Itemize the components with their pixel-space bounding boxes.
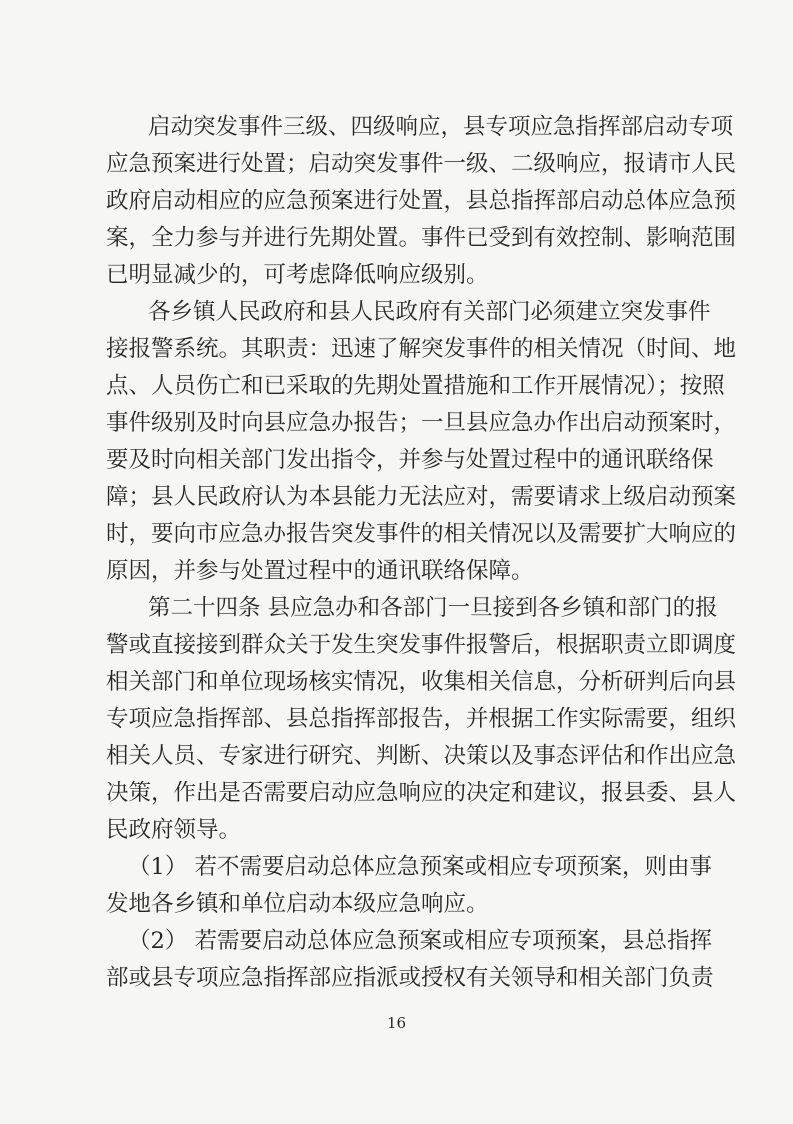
text-line: 已明显减少的，可考虑降低响应级别。 — [106, 262, 489, 288]
paragraph — [106, 590, 737, 849]
document-body — [106, 109, 737, 997]
text-line: 障；县人民政府认为本县能力无法应对，需要请求上级启动预案 — [106, 484, 737, 510]
text-line: 部或县专项应急指挥部应指派或授权有关领导和相关部门负责 — [106, 965, 714, 991]
text-line: 民政府领导。 — [106, 817, 242, 843]
page-number: 16 — [386, 1014, 407, 1032]
text-line: 点、人员伤亡和已采取的先期处置措施和工作开展情况）；按照 — [106, 373, 725, 399]
text-line: 发地各乡镇和单位启动本级应急响应。 — [106, 891, 489, 917]
text-line: 政府启动相应的应急预案进行处置，县总指挥部启动总体应急预 — [106, 188, 737, 214]
text-line: 专项应急指挥部、县总指挥部报告，并根据工作实际需要，组织 — [106, 706, 737, 732]
text-line: 案，全力参与并进行先期处置。事件已受到有效控制、影响范围 — [106, 225, 737, 251]
text-line: 第二十四条 县应急办和各部门一旦接到各乡镇和部门的报 — [148, 595, 718, 621]
paragraph — [106, 923, 714, 997]
text-line: 相关人员、专家进行研究、判断、决策以及事态评估和作出应急 — [106, 743, 737, 769]
text-line: 启动突发事件三级、四级响应，县专项应急指挥部启动专项 — [148, 114, 734, 140]
text-line: 接报警系统。其职责：迅速了解突发事件的相关情况（时间、地 — [106, 336, 737, 362]
text-line: （2） 若需要启动总体应急预案或相应专项预案，县总指挥 — [128, 928, 712, 954]
text-line: （1） 若不需要启动总体应急预案或相应专项预案，则由事 — [128, 854, 712, 880]
text-line: 原因，并参与处置过程中的通讯联络保障。 — [106, 558, 534, 584]
paragraph — [106, 109, 737, 294]
text-line: 各乡镇人民政府和县人民政府有关部门必须建立突发事件 — [148, 299, 711, 325]
paragraph — [106, 294, 737, 590]
text-line: 要及时向相关部门发出指令，并参与处置过程中的通讯联络保 — [106, 447, 714, 473]
paragraph — [106, 849, 712, 923]
text-line: 时，要向市应急办报告突发事件的相关情况以及需要扩大响应的 — [106, 521, 737, 547]
text-line: 警或直接接到群众关于发生突发事件报警后，根据职责立即调度 — [106, 632, 737, 658]
text-line: 相关部门和单位现场核实情况，收集相关信息，分析研判后向县 — [106, 669, 737, 695]
text-line: 决策，作出是否需要启动应急响应的决定和建议，报县委、县人 — [106, 780, 737, 806]
text-line: 应急预案进行处置；启动突发事件一级、二级响应，报请市人民 — [106, 151, 737, 177]
text-line: 事件级别及时向县应急办报告；一旦县应急办作出启动预案时， — [106, 410, 737, 436]
